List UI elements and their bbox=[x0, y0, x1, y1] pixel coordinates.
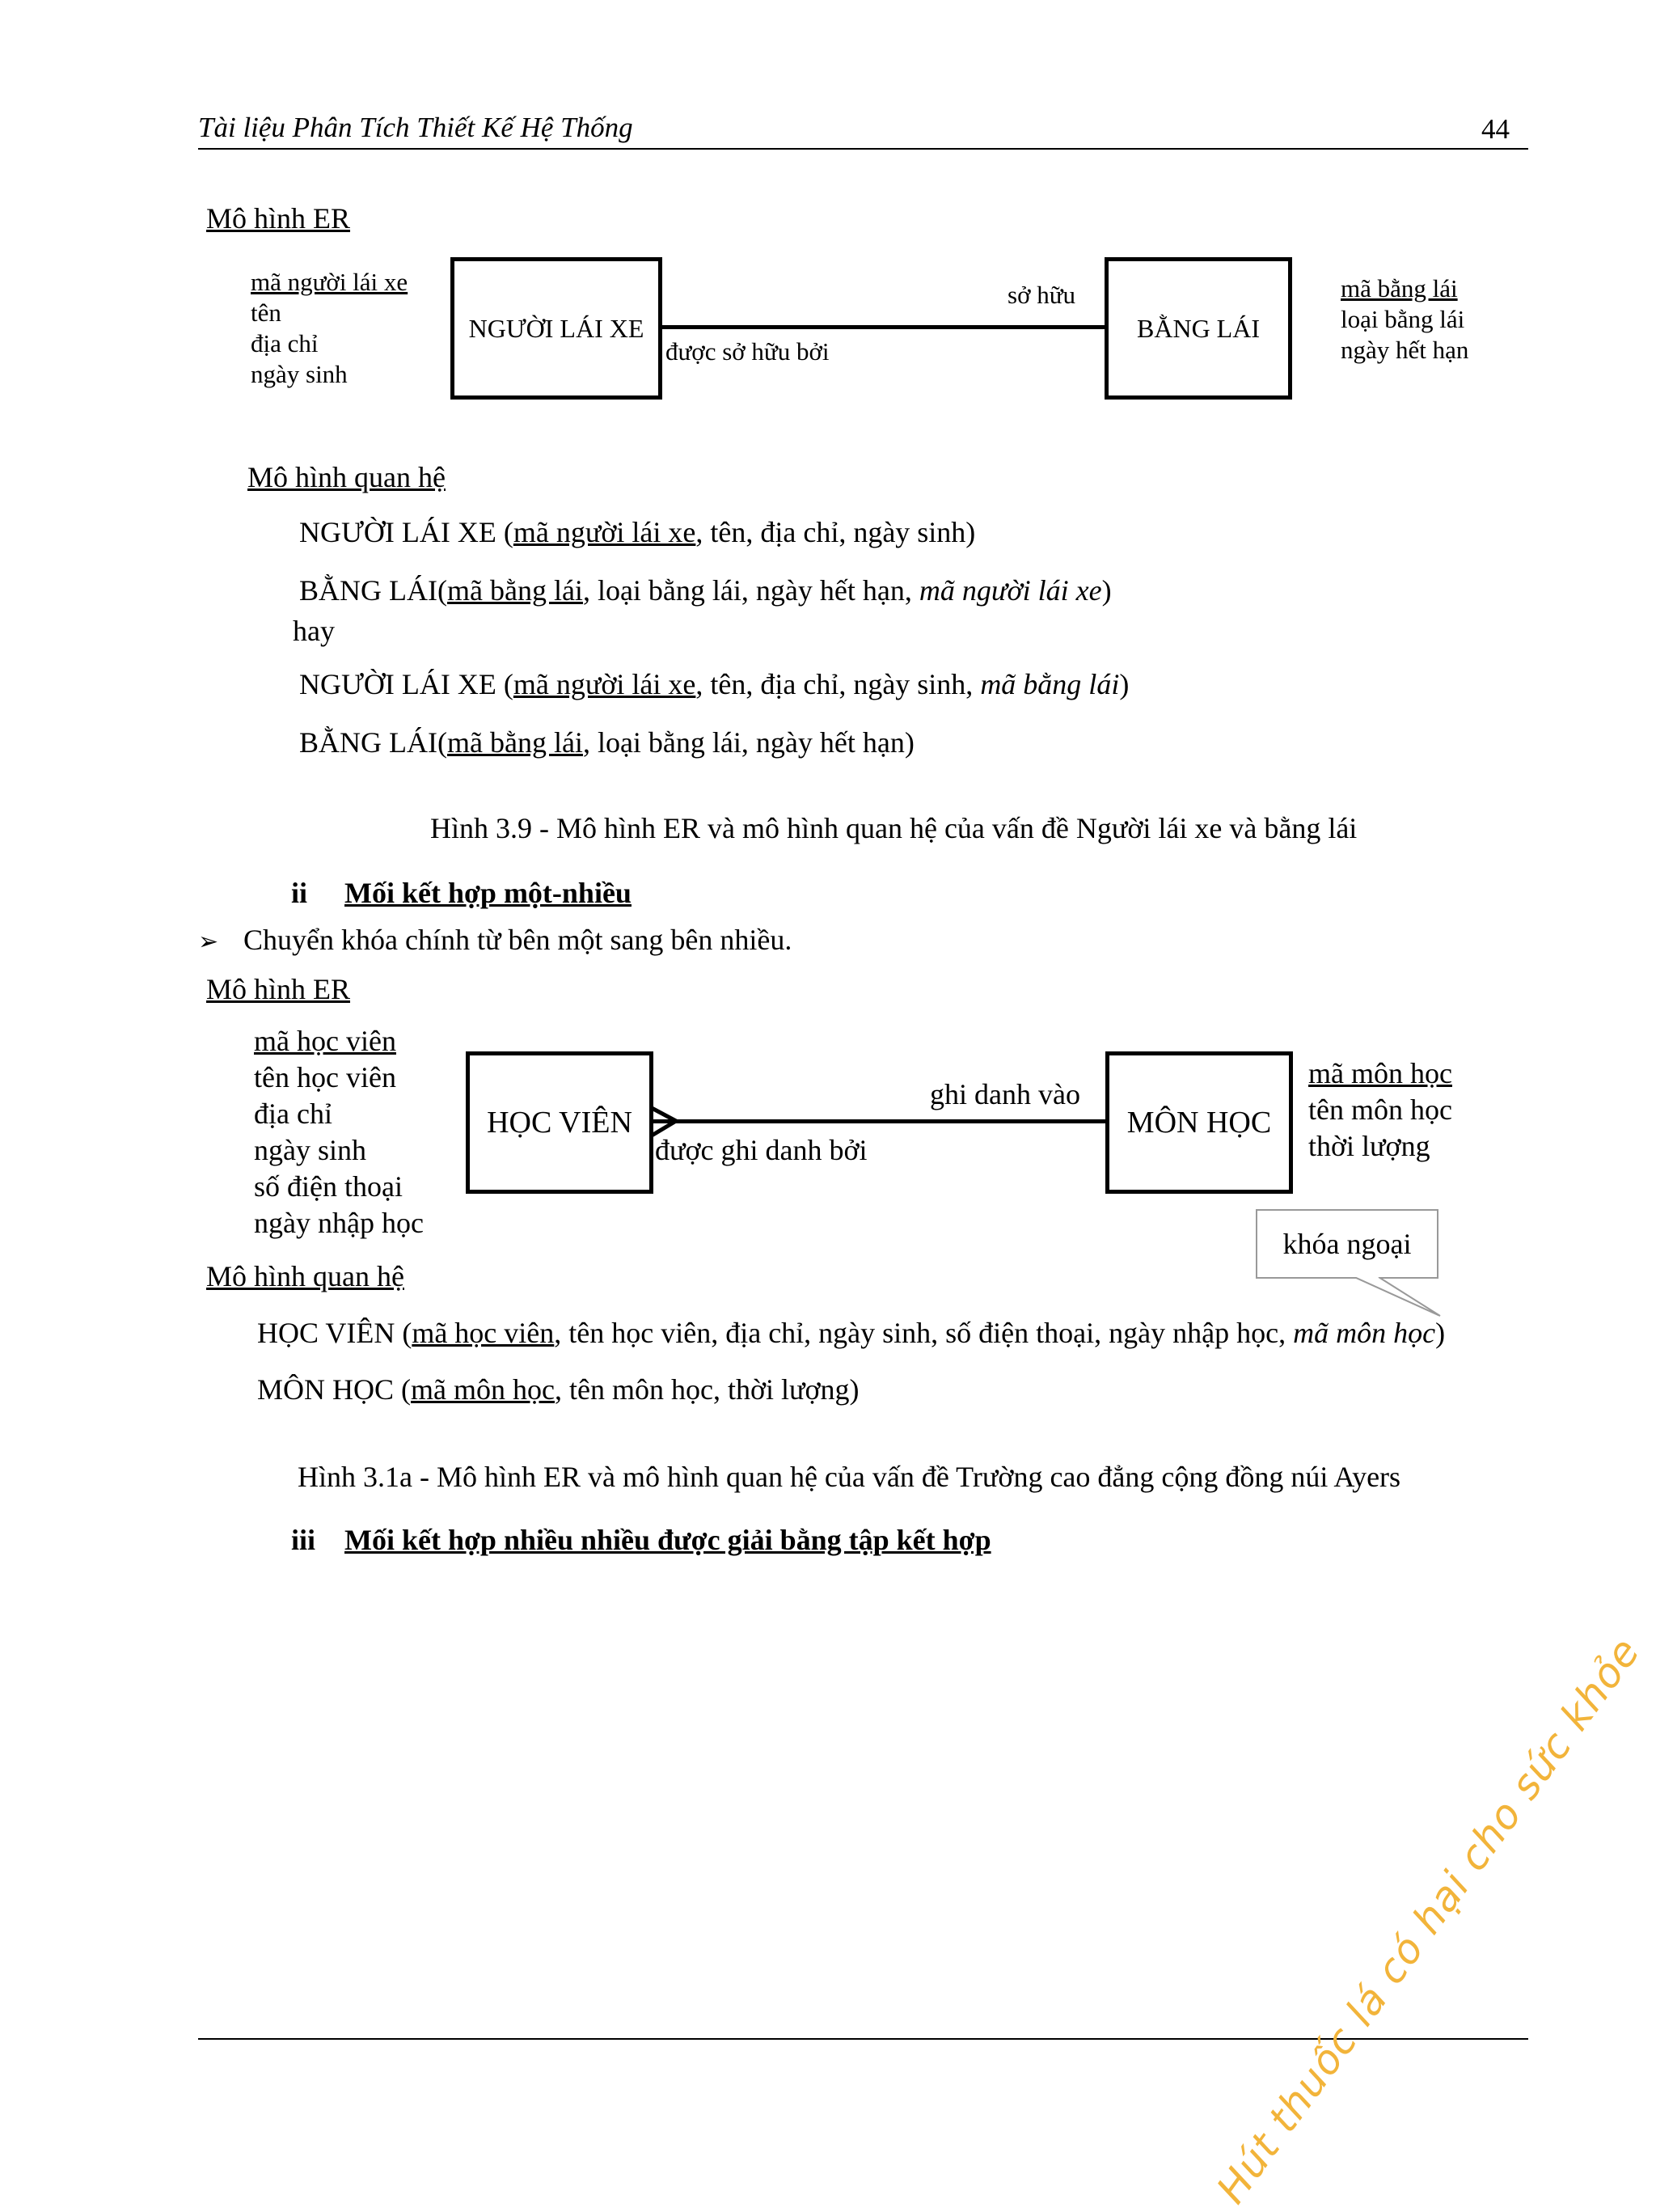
attribute: tên học viên bbox=[254, 1061, 396, 1093]
section-number: iii bbox=[291, 1524, 316, 1556]
figure-caption: Hình 3.1a - Mô hình ER và mô hình quan hệ của vấn đề Trường cao đẳng cộng đồng núi Ayers bbox=[298, 1461, 1401, 1493]
relationship-label-bottom: được ghi danh bởi bbox=[655, 1134, 868, 1166]
entity-label: HỌC VIÊN bbox=[487, 1106, 632, 1140]
primary-key: mã người lái xe bbox=[513, 668, 696, 700]
attribute: tên bbox=[251, 298, 281, 327]
primary-key: mã học viên bbox=[412, 1317, 555, 1349]
primary-key-attribute: mã môn học bbox=[1308, 1057, 1452, 1089]
foreign-key-callout: khóa ngoại bbox=[1256, 1209, 1438, 1279]
relation-line: BẰNG LÁI(mã bằng lái, loại bằng lái, ngày hết hạn) bbox=[299, 726, 915, 759]
attribute: loại bằng lái bbox=[1341, 305, 1465, 333]
entity-label: MÔN HỌC bbox=[1126, 1106, 1272, 1140]
relational-model-heading: Mô hình quan hệ bbox=[247, 461, 446, 493]
entity-mon-hoc bbox=[1105, 1051, 1293, 1194]
attribute: địa chỉ bbox=[254, 1098, 332, 1130]
foreign-key: mã người lái xe bbox=[919, 574, 1102, 607]
primary-key: mã bằng lái bbox=[446, 726, 583, 759]
document-title: Tài liệu Phân Tích Thiết Kế Hệ Thống bbox=[198, 112, 633, 143]
foreign-key: mã môn học bbox=[1293, 1317, 1436, 1349]
page-number: 44 bbox=[1481, 113, 1510, 145]
watermark: Hút thuốc lá có hại cho sức khỏe bbox=[1207, 1628, 1650, 2212]
relationship-label-top: ghi danh vào bbox=[930, 1078, 1080, 1110]
relation-line: HỌC VIÊN (mã học viên, tên học viên, địa chỉ, ngày sinh, số điện thoại, ngày nhập học, mã môn học) bbox=[257, 1317, 1446, 1349]
entity-label: BẰNG LÁI bbox=[1137, 313, 1260, 343]
primary-key: mã bằng lái bbox=[446, 574, 583, 607]
right-attribute-list bbox=[1341, 273, 1468, 366]
primary-key: mã người lái xe bbox=[513, 516, 696, 548]
relation-line: MÔN HỌC (mã môn học, tên môn học, thời lượng) bbox=[257, 1373, 860, 1406]
er-model-heading: Mô hình ER bbox=[206, 973, 351, 1005]
relation-line: NGƯỜI LÁI XE (mã người lái xe, tên, địa chỉ, ngày sinh, mã bằng lái) bbox=[299, 668, 1130, 700]
left-attribute-list bbox=[254, 1023, 424, 1241]
primary-key-attribute: mã học viên bbox=[254, 1025, 396, 1057]
er-model-heading: Mô hình ER bbox=[206, 202, 351, 235]
attribute: ngày nhập học bbox=[254, 1207, 424, 1239]
section-title: Mối kết hợp một-nhiều bbox=[344, 877, 632, 909]
left-attribute-list bbox=[251, 267, 408, 390]
relationship-label-top: sở hữu bbox=[1008, 281, 1076, 309]
alternative-label: hay bbox=[293, 615, 335, 647]
entity-nguoi-lai-xe bbox=[450, 257, 662, 400]
attribute: ngày sinh bbox=[254, 1134, 366, 1166]
attribute: ngày hết hạn bbox=[1341, 336, 1469, 364]
relation-line: NGƯỜI LÁI XE (mã người lái xe, tên, địa chỉ, ngày sinh) bbox=[299, 516, 976, 548]
relationship-line bbox=[652, 1119, 1108, 1123]
primary-key: mã môn học bbox=[411, 1373, 555, 1406]
attribute: tên môn học bbox=[1308, 1093, 1452, 1126]
foreign-key: mã bằng lái bbox=[980, 668, 1120, 700]
attribute: thời lượng bbox=[1308, 1130, 1430, 1162]
header-rule bbox=[198, 148, 1528, 150]
entity-bang-lai bbox=[1105, 257, 1292, 400]
primary-key-attribute: mã bằng lái bbox=[1341, 274, 1458, 302]
primary-key-attribute: mã người lái xe bbox=[251, 268, 408, 296]
bullet-item: ➢ Chuyển khóa chính từ bên một sang bên nhiều. bbox=[198, 924, 792, 956]
attribute: số điện thoại bbox=[254, 1170, 403, 1203]
section-heading bbox=[291, 1524, 991, 1557]
section-number: ii bbox=[291, 877, 308, 909]
entity-hoc-vien bbox=[466, 1051, 653, 1194]
attribute: ngày sinh bbox=[251, 360, 348, 388]
entity-label: NGƯỜI LÁI XE bbox=[468, 313, 644, 343]
relationship-label-bottom: được sở hữu bởi bbox=[665, 337, 830, 366]
relationship-line bbox=[661, 325, 1107, 329]
section-title: Mối kết hợp nhiều nhiều được giải bằng tập kết hợp bbox=[344, 1524, 991, 1556]
relational-model-heading: Mô hình quan hệ bbox=[206, 1260, 404, 1292]
attribute: địa chỉ bbox=[251, 329, 319, 357]
arrow-bullet-icon: ➢ bbox=[198, 928, 219, 956]
callout-pointer bbox=[1354, 1277, 1445, 1319]
relation-line: BẰNG LÁI(mã bằng lái, loại bằng lái, ngày hết hạn, mã người lái xe) bbox=[299, 574, 1112, 607]
figure-caption: Hình 3.9 - Mô hình ER và mô hình quan hệ của vấn đề Người lái xe và bằng lái bbox=[430, 812, 1358, 844]
right-attribute-list bbox=[1308, 1055, 1452, 1165]
section-heading bbox=[291, 877, 632, 910]
